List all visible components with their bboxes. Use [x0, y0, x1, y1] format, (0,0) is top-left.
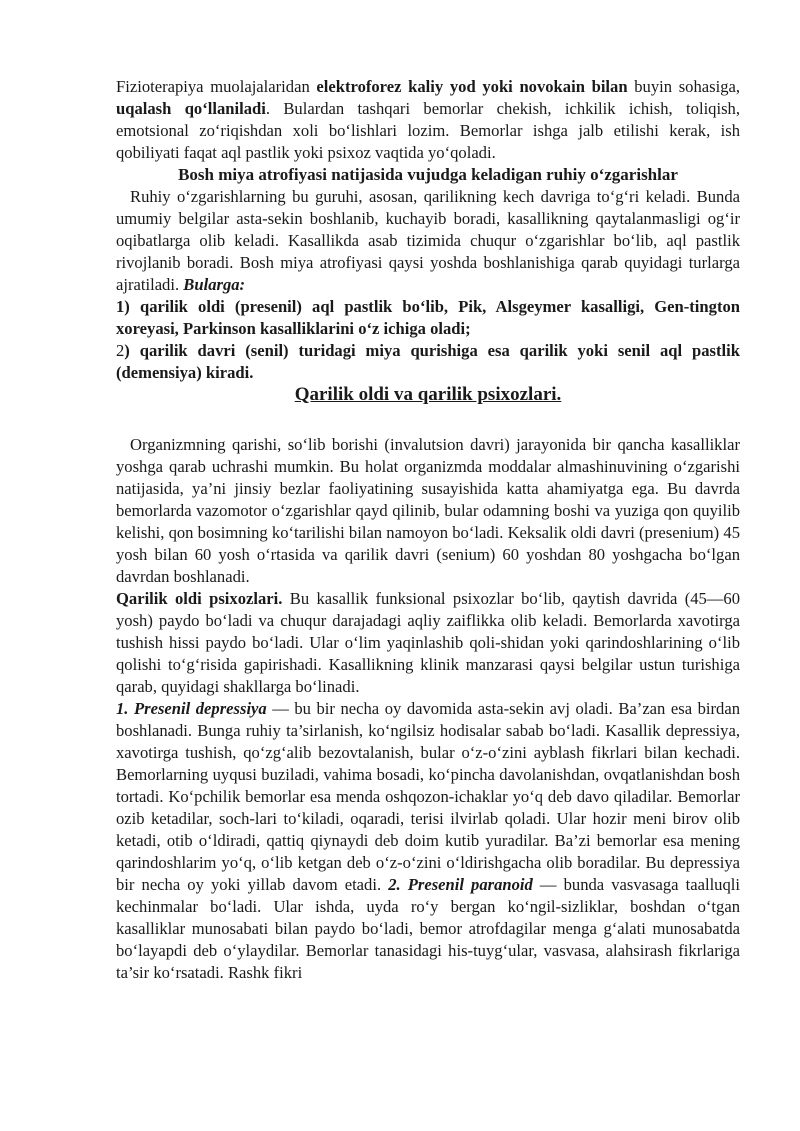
text-run: buyin sohasiga,: [627, 77, 741, 96]
list-item-presenile: 1) qarilik oldi (presenil) aql pastlik bo‘lib, Pik, Alsgeymer kasalligi, Gen-tington xoreyasi, Parkinson kasalliklarini o‘z ichiga oladi;: [116, 297, 740, 338]
text-run: — bu bir necha oy davomida asta-sekin avj oladi. Ba’zan esa birdan boshlanadi. Bunga ruhiy ta’sirlanish, ko‘ngilsiz hodisalar sabab bo‘ladi. Kasallik depressiya, xavotirga tushish, qo‘zg‘alib bezovtalanish, bular o‘z-o‘zini ayblash fikrlari bilan kechadi. Bemorlarning uyqusi buziladi, vahima bosadi, ko‘pincha davolanishdan, ovqatlanishdan bosh tortadi. Ko‘pchilik bemorlar esa menda oshqozon-ichaklar yo‘q deb davo qiladilar. Bemorlar ozib ketadilar, soch-lari to‘kiladi, oqaradi, terisi ilvirlab qoladi. Ular hozir meni birov olib ketadi, otib o‘ldiradi, qattiq qiynaydi deb doim kutib yuradilar. Ba’zi bemorlar esa mening qarindoshlarim yo‘q, o‘lib ketgan deb o‘z-o‘zini o‘ldirishgacha olib boradilar. Bu depressiya bir necha oy yoki yillab davom etadi.: [116, 699, 740, 894]
paragraph-physiotherapy: [116, 76, 740, 164]
bold-italic-run: 1. Presenil depressiya: [116, 699, 267, 718]
spacer: [116, 406, 740, 434]
section-heading: Bosh miya atrofiyasi natijasida vujudga keladigan ruhiy o‘zgarishlar: [178, 165, 678, 184]
paragraph-presenile-psychoses: [116, 588, 740, 698]
bold-italic-run: Bularga:: [183, 275, 246, 294]
text-run: Bu kasallik funksional psixozlar bo‘lib, qaytish davrida (45—60 yosh) paydo bo‘ladi va chuqur darajadagi aqliy zaiflikka olib keladi. Bemorlarda xavotirga tushish hissi paydo bo‘ladi. Ular o‘lim yaqinlashib qoli-shidan yoki qarindoshlarining o‘lib qolishi to‘g‘risida gapirishadi. Kasallikning klinik manzarasi qaysi belgilar ustun turishiga qarab, quyidagi shakllarga bo‘linadi.: [116, 589, 740, 696]
bold-run: uqalash qo‘llaniladi: [116, 99, 266, 118]
text-run: — bunda vasvasaga taalluqli kechinmalar bo‘ladi. Ular ishda, uyda ro‘y bergan ko‘ngil-sizliklar, boshdan o‘tgan kasalliklar munosabati bilan paydo bo‘ladi, bemor atrofdagilar menga g‘alati munosabatda bo‘layapdi deb o‘ylaydilar. Bemorlar tanasidagi his-tuyg‘ular, vasvasa, alahsirash fikrlariga ta’sir ko‘rsatadi. Rashk fikri: [116, 875, 740, 982]
paragraph-aging: Organizmning qarishi, so‘lib borishi (invalutsion davri) jarayonida bir qancha kasalliklar yoshga qarab uchrashi mumkin. Bu holat organizmda moddalar almashinuvining o‘zgarishi natijasida, ya’ni jinsiy bezlar faoliyatining susayishida katta ahamiyatga ega. Bu davrda bemorlarda vazomotor o‘zgarishlar qayd qilinib, bular odamning boshi va yuziga qon quyilib kelishi, qon bosimning ko‘tarilishi bilan namoyon bo‘ladi. Keksalik oldi davri (presenium) 45 yosh bilan 60 yosh o‘rtasida va qarilik davri (senium) 60 yoshdan 80 yoshgacha bo‘lgan davrdan boshlanadi.: [116, 435, 740, 586]
bold-run: elektroforez kaliy yod yoki novokain bilan: [316, 77, 628, 96]
list-number: 2: [116, 341, 125, 360]
section-heading-underlined: Qarilik oldi va qarilik psixozlari.: [294, 384, 562, 405]
bold-italic-run: 2. Presenil paranoid: [388, 875, 533, 894]
text-run: Ruhiy o‘zgarishlarning bu guruhi, asosan, qarilikning kech davriga to‘g‘ri keladi. Bunda umumiy belgilar asta-sekin boshlanib, kuchayib boradi, kasallikning qaytalanmasligi og‘ir oqibatlarga olib keladi. Kasallikda asab tizimida chuqur o‘zgarishlar bo‘lib, aql pastlik rivojlanib boradi. Bosh miya atrofiyasi qaysi yoshda boshlanishiga qarab quyidagi turlarga ajratiladi.: [116, 187, 740, 294]
text-run: . Bulardan tashqari bemorlar chekish, ichkilik ichish, toliqish, emotsional zo‘riqishdan xoli bo‘lishlari lozim. Bemorlar ishga jalb etilishi kerak, ish qobiliyati faqat aql pastlik yoki psixoz vaqtida yo‘qoladi.: [116, 99, 740, 162]
bold-run: ) qarilik davri (senil) turidagi miya qurishiga esa qarilik yoki senil aql pastlik (demensiya) kiradi.: [116, 341, 740, 382]
paragraph-presenile-forms: [116, 698, 740, 984]
bold-run: Qarilik oldi psixozlari.: [116, 589, 283, 608]
paragraph-atrophy-intro: [116, 186, 740, 296]
text-run: Fizioterapiya muolajalaridan: [116, 77, 317, 96]
list-item-senile: [116, 340, 740, 384]
